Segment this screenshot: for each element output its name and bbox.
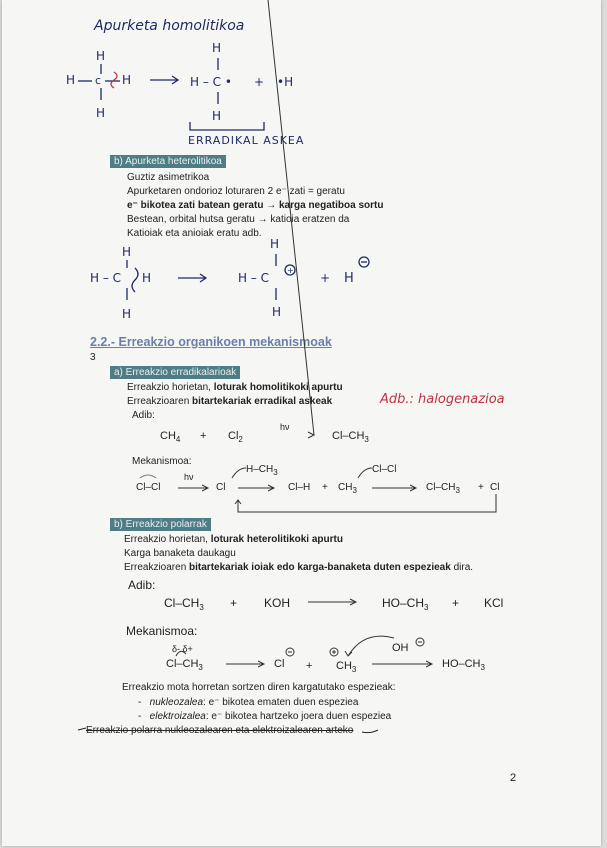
mech-a-s5: $CH_3$ <box>338 482 357 495</box>
b1-line-1: Guztiz asimetrikoa <box>127 172 210 183</box>
mech-a-hv: hν <box>184 472 194 482</box>
svg-text:c: c <box>95 74 102 87</box>
b2-line-3: Erreakzioaren bitartekariak ioiak edo karga-banaketa duten espezieak dira. <box>124 562 474 573</box>
mech-a-s8: Cl <box>490 482 500 493</box>
mech-a-s1: Cl–Cl <box>136 482 161 493</box>
eq1-r2: $Cl_2$ <box>228 430 243 444</box>
mech-a-s2: Cl <box>216 482 226 493</box>
bullet-2: - elektroizalea: e⁻ bikotea hartzeko joera duen espeziea <box>138 711 392 722</box>
mech-b-s1: $Cl-CH_3$ <box>166 658 203 672</box>
svg-text:H: H <box>272 305 282 319</box>
a-mekanismoa: Mekanismoa: <box>132 456 192 467</box>
mech-b-s3: $CH_3$ <box>336 660 357 674</box>
a-line-2: Erreakzioaren bitartekariak erradikal askeak <box>127 396 333 407</box>
svg-text:H: H <box>270 237 280 251</box>
svg-text:H: H <box>142 271 152 285</box>
a-adib: Adib: <box>132 410 155 421</box>
svg-text:H: H <box>212 109 222 123</box>
svg-text:•H: •H <box>277 75 294 89</box>
svg-text:+: + <box>287 266 294 275</box>
mech-a-s7: $Cl-CH_3$ <box>426 482 460 495</box>
svg-text:H: H <box>96 49 106 63</box>
mech-a-s3: $H-CH_3$ <box>246 464 278 477</box>
svg-text:H: H <box>122 73 132 87</box>
svg-text:H: H <box>122 245 132 259</box>
b2-adib: Adib: <box>128 578 156 592</box>
section-a-heading: a) Erreakzio erradikalarioak <box>110 366 240 379</box>
mech-b-product: $HO-CH_3$ <box>442 658 485 672</box>
a-line-1: Erreakzio horietan, loturak homolitikoki apurtu <box>127 382 343 393</box>
bullet-1: - nukleozalea: e⁻ bikotea ematen duen espeziea <box>138 697 359 708</box>
eq2-r1: $Cl-CH_3$ <box>164 596 204 612</box>
mech-b-oh: OH <box>392 642 409 654</box>
species-intro: Erreakzio mota horretan sortzen diren kargatutako espezieak: <box>122 682 396 693</box>
section-2-2-title: 2.2.- Erreakzio organikoen mekanismoak <box>90 335 332 349</box>
svg-text:H – C: H – C <box>238 271 270 285</box>
mech-a-s6: Cl–Cl <box>372 464 397 475</box>
b2-mekanismoa: Mekanismoa: <box>126 624 198 638</box>
handwritten-title: Apurketa homolitikoa <box>94 18 245 34</box>
mech-a-plus2: + <box>478 482 484 493</box>
handwritten-note: Adb.: halogenazioa <box>380 392 505 407</box>
eq1-product: $Cl-CH_3$ <box>332 430 369 444</box>
b1-line-5: Katioiak eta anioiak eratu adb. <box>127 228 262 239</box>
b1-line-4: Bestean, orbital hutsa geratu → katioia eratzen da <box>127 214 350 225</box>
svg-text:+: + <box>254 75 265 89</box>
mech-a-plus: + <box>322 482 328 493</box>
eq2-p2: KCl <box>484 596 504 610</box>
b2-line-1: Erreakzio horietan, loturak heterolitikoki apurtu <box>124 534 343 545</box>
b1-line-2: Apurketaren ondorioz loturaren 2 e⁻ zati = geratu <box>127 186 345 197</box>
b2-line-2: Karga banaketa daukagu <box>124 548 236 559</box>
svg-text:H: H <box>122 307 132 321</box>
svg-text:H – C •: H – C • <box>190 75 232 89</box>
svg-text:H: H <box>66 73 76 87</box>
svg-text:H: H <box>344 271 354 286</box>
eq2-plus: + <box>230 596 238 610</box>
mech-b-s2: Cl <box>274 658 285 670</box>
section-b2-heading: b) Erreakzio polarrak <box>110 518 211 531</box>
page-number: 2 <box>510 772 517 784</box>
mech-b-delta: δ- δ+ <box>172 644 193 654</box>
b1-line-3: e⁻ bikotea zati batean geratu → karga negatiboa sortu <box>127 200 384 211</box>
struck-line: Erreakzio polarra nukleozalearen eta elektroizalearen arteko <box>86 725 354 736</box>
eq2-r2: KOH <box>264 596 291 610</box>
svg-text:H – C: H – C <box>90 271 122 285</box>
eq1-plus: + <box>200 430 207 442</box>
document-page <box>2 0 601 846</box>
svg-text:H: H <box>96 106 106 120</box>
eq2-p1: $HO-CH_3$ <box>382 596 429 612</box>
eq2-plus2: + <box>452 596 460 610</box>
svg-text:H: H <box>212 41 222 55</box>
eq1-hv: hν <box>280 422 290 432</box>
mech-b-plus: + <box>306 660 313 672</box>
svg-text:+: + <box>320 271 331 285</box>
section-number: 3 <box>90 352 96 363</box>
eq1-r1: $CH_4$ <box>160 430 181 444</box>
strike-scribble <box>2 0 601 846</box>
mech-a-s4: Cl–H <box>288 482 311 493</box>
radical-label: ERRADIKAL ASKEA <box>188 134 305 147</box>
section-b1-heading: b) Apurketa heterolitikoa <box>110 155 226 168</box>
